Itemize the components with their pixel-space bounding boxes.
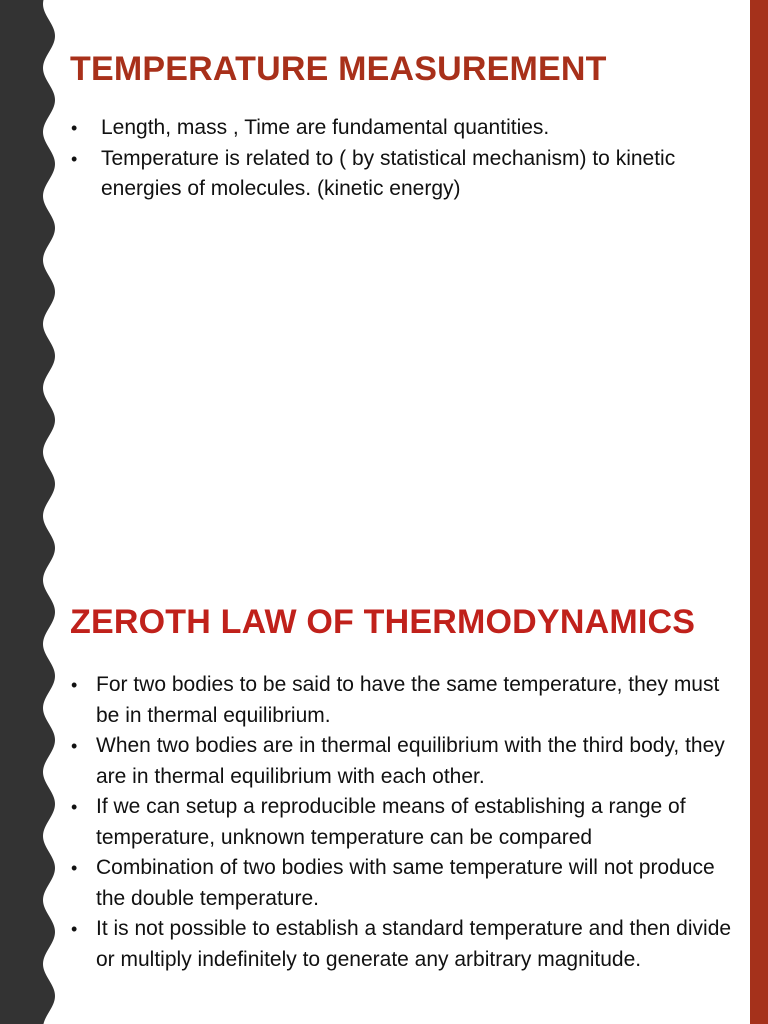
bullet-item: [70, 144, 738, 205]
bullet-item: [70, 914, 738, 975]
bullet-item: [70, 731, 738, 792]
bullet-icon: •: [71, 919, 78, 939]
bullet-text: Temperature is related to ( by statistical mechanism) to kinetic energies of molecules. (kinetic energy): [101, 146, 676, 200]
bullet-item: [70, 853, 738, 914]
bullet-item: [70, 113, 738, 144]
bullet-list: [70, 113, 738, 205]
bullet-text: When two bodies are in thermal equilibrium with the third body, they are in thermal equilibrium with each other.: [96, 734, 725, 788]
bullet-text: If we can setup a reproducible means of establishing a range of temperature, unknown temperature can be compared: [96, 795, 686, 849]
bullet-icon: •: [71, 858, 78, 878]
bullet-text: Length, mass , Time are fundamental quantities.: [101, 116, 550, 139]
slide-zeroth-law: [70, 601, 738, 975]
accent-bar: [750, 0, 768, 1024]
wavy-left-border: [0, 0, 60, 1024]
bullet-list: [70, 670, 738, 975]
bullet-text: It is not possible to establish a standard temperature and then divide or multiply indefinitely to generate any arbitrary magnitude.: [96, 917, 732, 971]
bullet-text: For two bodies to be said to have the same temperature, they must be in thermal equilibrium.: [96, 673, 720, 727]
bullet-icon: •: [71, 118, 78, 138]
bullet-item: [70, 670, 738, 731]
bullet-icon: •: [71, 675, 78, 695]
slide-temperature-measurement: [70, 48, 738, 205]
bullet-icon: •: [71, 736, 78, 756]
bullet-text: Combination of two bodies with same temperature will not produce the double temperature.: [96, 856, 715, 910]
bullet-icon: •: [71, 148, 78, 169]
bullet-item: [70, 792, 738, 853]
slide-title: TEMPERATURE MEASUREMENT: [70, 50, 607, 88]
bullet-icon: •: [71, 797, 78, 817]
slide-title: ZEROTH LAW OF THERMODYNAMICS: [70, 603, 696, 641]
